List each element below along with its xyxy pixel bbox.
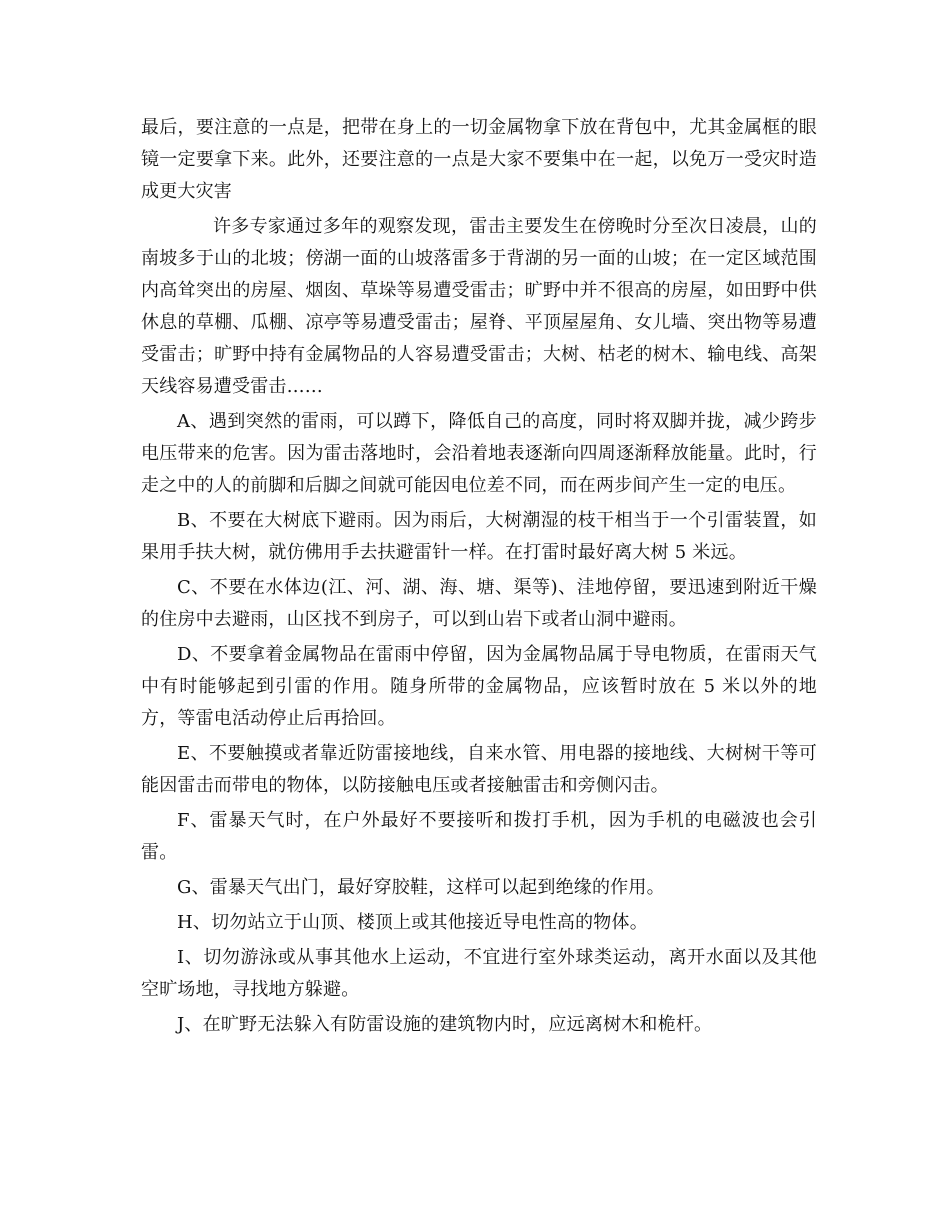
list-item: C、不要在水体边(江、河、湖、海、塘、渠等)、洼地停留，要迅速到附近干燥的住房中去避雨，山区找不到房子，可以到山岩下或者山洞中避雨。: [141, 577, 817, 630]
paragraph-intro: 最后，要注意的一点是，把带在身上的一切金属物拿下放在背包中，尤其金属框的眼镜一定要拿下来。此外，还要注意的一点是大家不要集中在一起，以免万一受灾时造成更大灾害: [141, 117, 817, 202]
document-body: [141, 112, 817, 1044]
list-item: H、切勿站立于山顶、楼顶上或其他接近导电性高的物体。: [177, 912, 648, 933]
list-item: A、遇到突然的雷雨，可以蹲下，降低自己的高度，同时将双脚并拢，减少跨步电压带来的危害。因为雷击落地时，会沿着地表逐渐向四周逐渐释放能量。此时，行走之中的人的前脚和后脚之间就可能因电位差不同，而在两步间产生一定的电压。: [141, 411, 817, 496]
list-item: F、雷暴天气时，在户外最好不要接听和拨打手机，因为手机的电磁波也会引雷。: [141, 810, 817, 863]
list-item: G、雷暴天气出门，最好穿胶鞋，这样可以起到绝缘的作用。: [177, 877, 665, 898]
list-item: B、不要在大树底下避雨。因为雨后，大树潮湿的枝干相当于一个引雷装置，如果用手扶大树，就仿佛用手去扶避雷针一样。在打雷时最好离大树 5 米远。: [141, 510, 817, 563]
list-item: E、不要触摸或者靠近防雷接地线，自来水管、用电器的接地线、大树树干等可能因雷击而带电的物体，以防接触电压或者接触雷击和旁侧闪击。: [141, 743, 817, 796]
paragraph-expert-findings: 许多专家通过多年的观察发现，雷击主要发生在傍晚时分至次日凌晨，山的南坡多于山的北坡；傍湖一面的山坡落雷多于背湖的另一面的山坡；在一定区域范围内高耸突出的房屋、烟囱、草垛等易遭受雷击；旷野中并不很高的房屋，如田野中供休息的草棚、瓜棚、凉亭等易遭受雷击；屋脊、平顶屋屋角、女儿墙、突出物等易遭受雷击；旷野中持有金属物品的人容易遭受雷击；大树、枯老的树木、输电线、高架天线容易遭受雷击……: [141, 216, 817, 397]
list-item: D、不要拿着金属物品在雷雨中停留，因为金属物品属于导电物质，在雷雨天气中有时能够起到引雷的作用。随身所带的金属物品，应该暂时放在 5 米以外的地方，等雷电活动停止后再拾回。: [141, 644, 817, 729]
list-item: J、在旷野无法躲入有防雷设施的建筑物内时，应远离树木和桅杆。: [177, 1014, 713, 1035]
list-item: I、切勿游泳或从事其他水上运动，不宜进行室外球类运动，离开水面以及其他空旷场地，寻找地方躲避。: [141, 947, 817, 1000]
